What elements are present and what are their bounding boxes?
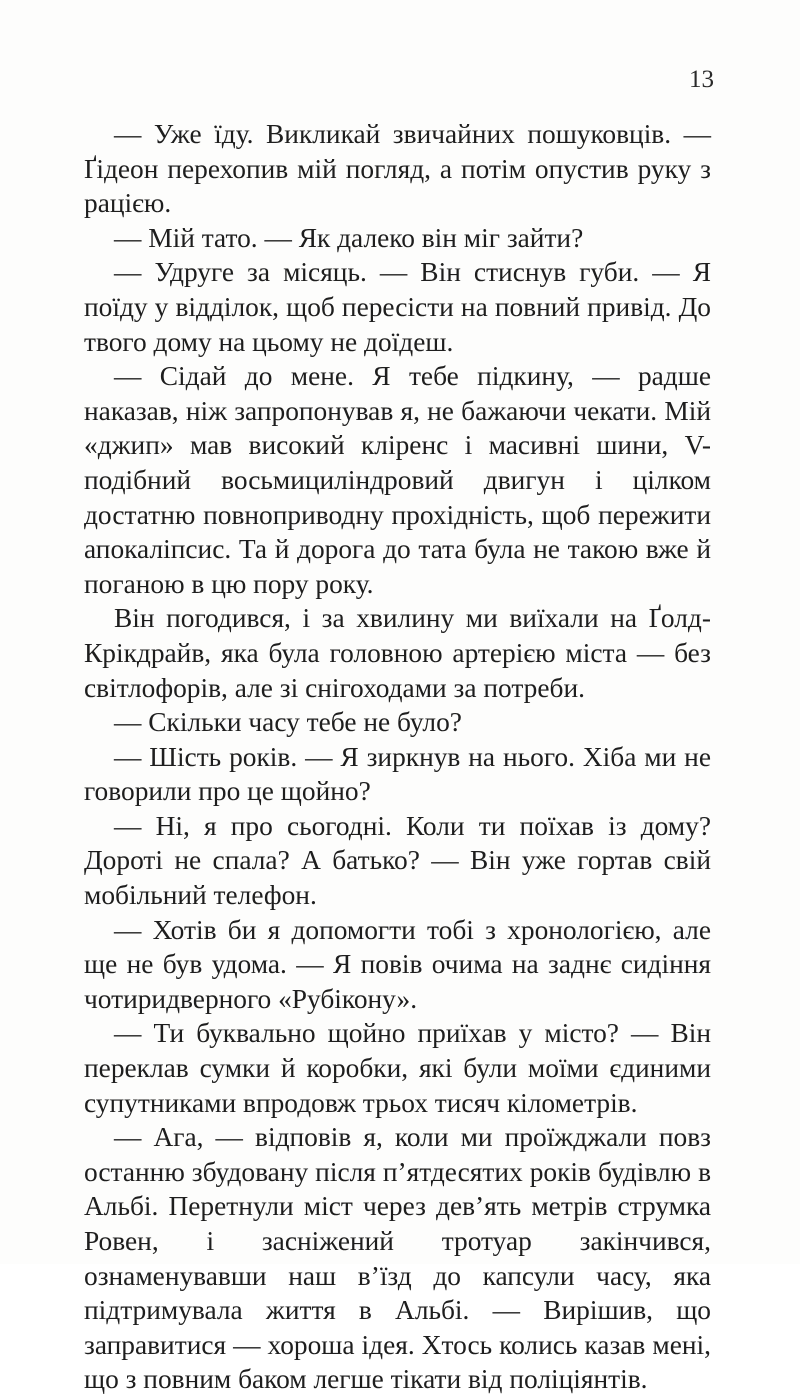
paragraph: — Удруге за місяць. — Він стиснув губи. — Я поїду у відділок, щоб пересісти на повний привід. До твого дому на цьому не доїдеш.: [84, 257, 711, 357]
body-text: [84, 117, 711, 1397]
paragraph: — Шість років. — Я зиркнув на нього. Хіба ми не говорили про це щойно?: [84, 741, 711, 807]
page-number: 13: [689, 66, 714, 93]
paragraph: Він погодився, і за хвилину ми виїхали на Ґолд-Крікдрайв, яка була головною артерією міста — без світлофорів, але зі снігоходами за потреби.: [84, 603, 711, 703]
paragraph: — Ти буквально щойно приїхав у місто? — Він переклав сумки й коробки, які були моїми єдиними супутниками впродовж трьох тисяч кілометрів.: [84, 1018, 711, 1118]
paragraph: — Мій тато. — Як далеко він міг зайти?: [114, 222, 584, 253]
paragraph: — Хотів би я допомогти тобі з хронологією, але ще не був удома. — Я повів очима на заднє сидіння чотиридверного «Рубікону».: [84, 914, 711, 1014]
paragraph: — Ні, я про сьогодні. Коли ти поїхав із дому? Дороті не спала? А батько? — Він уже гортав свій мобільний телефон.: [84, 810, 711, 911]
paragraph: — Ага, — відповів я, коли ми проїжджали повз останню збудовану після п’ятдесятих років будівлю в Альбі. Перетнули міст через дев’ять метрів струмка Ровен, і засніжений тротуар закінчився, ознаменувавши наш в’їзд до капсули часу, яка підтримувала життя в Альбі. — Вирішив, що заправитися — хороша ідея. Хтось колись казав мені, що з повним баком легше тікати від поліціянтів.: [84, 1122, 711, 1395]
paragraph: — Уже їду. Викликай звичайних пошуковців. — Ґідеон перехопив мій погляд, а потім опустив руку з рацією.: [84, 119, 711, 219]
paragraph: — Сідай до мене. Я тебе підкину, — радше наказав, ніж запропонував я, не бажаючи чекати. Мій «джип» мав високий кліренс і масивні шини, V-подібний восьмициліндровий двигун і цілком достатню повноприводну прохідність, щоб пережити апокаліпсис. Та й дорога до тата була не такою вже й поганою в цю пору року.: [84, 361, 711, 599]
paragraph: — Скільки часу тебе не було?: [114, 707, 462, 738]
